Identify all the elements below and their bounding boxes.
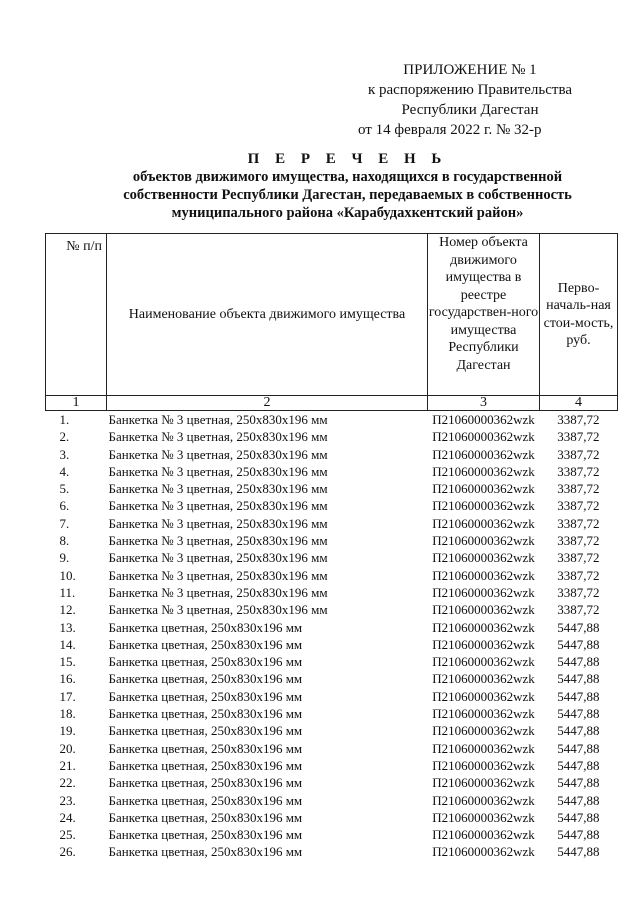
registry-number: П21060000362wzk	[432, 636, 535, 652]
initial-cost: 5447,88	[557, 706, 600, 722]
item-name: Банкетка цветная, 250х830х196 мм	[108, 671, 303, 687]
registry-number: П21060000362wzk	[432, 463, 535, 479]
initial-cost: 3387,72	[557, 533, 600, 549]
column-number: 3	[428, 396, 540, 411]
item-name: Банкетка № 3 цветная, 250х830х196 мм	[108, 567, 328, 583]
row-number: 5.	[59, 481, 70, 497]
initial-cost: 5447,88	[557, 775, 600, 791]
table-row	[46, 515, 618, 532]
registry-number: П21060000362wzk	[432, 792, 535, 808]
registry-number: П21060000362wzk	[432, 412, 535, 427]
row-number: 4.	[59, 463, 70, 479]
header-num: № п/п	[46, 234, 107, 396]
item-name: Банкетка № 3 цветная, 250х830х196 мм	[108, 602, 328, 618]
initial-cost: 3387,72	[557, 584, 600, 600]
initial-cost: 3387,72	[557, 412, 600, 427]
appendix-block	[340, 60, 600, 140]
registry-number: П21060000362wzk	[432, 584, 535, 600]
item-name: Банкетка цветная, 250х830х196 мм	[108, 844, 303, 860]
row-number: 18.	[59, 706, 76, 722]
registry-number: П21060000362wzk	[432, 809, 535, 825]
item-name: Банкетка цветная, 250х830х196 мм	[108, 740, 303, 756]
row-number: 24.	[59, 809, 76, 825]
registry-number: П21060000362wzk	[432, 775, 535, 791]
row-number: 1.	[59, 412, 70, 427]
initial-cost: 5447,88	[557, 809, 600, 825]
row-number: 2.	[59, 429, 70, 445]
table-row	[46, 428, 618, 445]
row-number: 19.	[59, 723, 76, 739]
document-subtitle-line-2: собственности Республики Дагестан, передаваемых в собственность	[123, 187, 572, 203]
table-row	[46, 653, 618, 670]
row-number: 25.	[59, 827, 76, 843]
registry-number: П21060000362wzk	[432, 827, 535, 843]
row-number: 12.	[59, 602, 76, 618]
header-registry: Номер объекта движимого имущества в реестре государствен-ного имущества Республики Дагестан	[428, 234, 540, 396]
initial-cost: 5447,88	[557, 688, 600, 704]
initial-cost: 5447,88	[557, 792, 600, 808]
initial-cost: 3387,72	[557, 498, 600, 514]
registry-number: П21060000362wzk	[432, 671, 535, 687]
initial-cost: 5447,88	[557, 636, 600, 652]
registry-number: П21060000362wzk	[432, 481, 535, 497]
initial-cost: 3387,72	[557, 515, 600, 531]
registry-number: П21060000362wzk	[432, 498, 535, 514]
initial-cost: 5447,88	[557, 757, 600, 773]
item-name: Банкетка цветная, 250х830х196 мм	[108, 619, 303, 635]
registry-number: П21060000362wzk	[432, 723, 535, 739]
registry-number: П21060000362wzk	[432, 619, 535, 635]
item-name: Банкетка № 3 цветная, 250х830х196 мм	[108, 515, 328, 531]
row-number: 20.	[59, 740, 76, 756]
item-name: Банкетка № 3 цветная, 250х830х196 мм	[108, 429, 328, 445]
item-name: Банкетка цветная, 250х830х196 мм	[108, 757, 303, 773]
document-subtitle-line-3: муниципального района «Карабудахкентский район»	[171, 205, 524, 221]
appendix-reference: к распоряжению Правительства	[367, 82, 572, 98]
registry-number: П21060000362wzk	[432, 533, 535, 549]
table-row	[46, 636, 618, 653]
initial-cost: 5447,88	[557, 844, 600, 860]
initial-cost: 5447,88	[557, 723, 600, 739]
appendix-date: от 14 февраля 2022 г. № 32-р	[358, 122, 542, 138]
item-name: Банкетка цветная, 250х830х196 мм	[108, 723, 303, 739]
table-row	[46, 584, 618, 601]
registry-number: П21060000362wzk	[432, 446, 535, 462]
row-number: 21.	[59, 757, 76, 773]
initial-cost: 3387,72	[557, 463, 600, 479]
row-number: 15.	[59, 654, 76, 670]
row-number: 22.	[59, 775, 76, 791]
initial-cost: 3387,72	[557, 567, 600, 583]
table-row	[46, 601, 618, 618]
table-row	[46, 774, 618, 791]
table-row	[46, 446, 618, 463]
registry-number: П21060000362wzk	[432, 688, 535, 704]
row-number: 14.	[59, 636, 76, 652]
registry-number: П21060000362wzk	[432, 654, 535, 670]
row-number: 3.	[59, 446, 70, 462]
table-row	[46, 532, 618, 549]
row-number: 26.	[59, 844, 76, 860]
registry-number: П21060000362wzk	[432, 740, 535, 756]
table-row	[46, 463, 618, 480]
item-name: Банкетка № 3 цветная, 250х830х196 мм	[108, 533, 328, 549]
item-name: Банкетка цветная, 250х830х196 мм	[108, 775, 303, 791]
table-row	[46, 688, 618, 705]
registry-number: П21060000362wzk	[432, 550, 535, 566]
column-number-row	[46, 396, 618, 411]
item-name: Банкетка № 3 цветная, 250х830х196 мм	[108, 463, 328, 479]
header-cost: Перво-началь-ная стои-мость, руб.	[540, 234, 618, 396]
item-name: Банкетка цветная, 250х830х196 мм	[108, 792, 303, 808]
table-row	[46, 705, 618, 722]
item-name: Банкетка № 3 цветная, 250х830х196 мм	[108, 498, 328, 514]
table-header-row	[46, 234, 618, 396]
initial-cost: 5447,88	[557, 654, 600, 670]
table-body	[46, 411, 618, 861]
initial-cost: 5447,88	[557, 740, 600, 756]
row-number: 10.	[59, 567, 76, 583]
registry-number: П21060000362wzk	[432, 515, 535, 531]
registry-number: П21060000362wzk	[432, 757, 535, 773]
item-name: Банкетка цветная, 250х830х196 мм	[108, 636, 303, 652]
item-name: Банкетка цветная, 250х830х196 мм	[108, 688, 303, 704]
item-name: Банкетка цветная, 250х830х196 мм	[108, 706, 303, 722]
table-row	[46, 619, 618, 636]
item-name: Банкетка № 3 цветная, 250х830х196 мм	[108, 446, 328, 462]
table-row	[46, 497, 618, 514]
registry-number: П21060000362wzk	[432, 429, 535, 445]
appendix-title: ПРИЛОЖЕНИЕ № 1	[403, 62, 537, 78]
registry-number: П21060000362wzk	[432, 602, 535, 618]
initial-cost: 3387,72	[557, 446, 600, 462]
item-name: Банкетка цветная, 250х830х196 мм	[108, 809, 303, 825]
table-row	[46, 411, 618, 429]
item-name: Банкетка № 3 цветная, 250х830х196 мм	[108, 550, 328, 566]
table-row	[46, 843, 618, 860]
initial-cost: 5447,88	[557, 671, 600, 687]
header-name: Наименование объекта движимого имущества	[107, 234, 428, 396]
row-number: 23.	[59, 792, 76, 808]
item-name: Банкетка цветная, 250х830х196 мм	[108, 654, 303, 670]
initial-cost: 3387,72	[557, 550, 600, 566]
initial-cost: 3387,72	[557, 429, 600, 445]
item-name: Банкетка цветная, 250х830х196 мм	[108, 827, 303, 843]
table-row	[46, 480, 618, 497]
table-row	[46, 757, 618, 774]
table-row	[46, 792, 618, 809]
initial-cost: 5447,88	[557, 619, 600, 635]
document-title-block	[60, 150, 635, 222]
item-name: Банкетка № 3 цветная, 250х830х196 мм	[108, 584, 328, 600]
column-number: 2	[107, 396, 428, 411]
table-row	[46, 740, 618, 757]
row-number: 16.	[59, 671, 76, 687]
row-number: 11.	[59, 584, 76, 600]
column-number: 4	[540, 396, 618, 411]
document-heading: П Е Р Е Ч Е Н Ь	[247, 151, 448, 167]
column-number: 1	[46, 396, 107, 411]
row-number: 9.	[59, 550, 70, 566]
appendix-authority: Республики Дагестан	[401, 102, 539, 118]
registry-number: П21060000362wzk	[432, 706, 535, 722]
initial-cost: 3387,72	[557, 602, 600, 618]
row-number: 6.	[59, 498, 70, 514]
row-number: 17.	[59, 688, 76, 704]
registry-number: П21060000362wzk	[432, 844, 535, 860]
row-number: 8.	[59, 533, 70, 549]
table-row	[46, 549, 618, 566]
table-row	[46, 567, 618, 584]
table-row	[46, 826, 618, 843]
table-row	[46, 722, 618, 739]
property-table	[45, 233, 618, 861]
registry-number: П21060000362wzk	[432, 567, 535, 583]
table-row	[46, 809, 618, 826]
item-name: Банкетка № 3 цветная, 250х830х196 мм	[108, 481, 328, 497]
initial-cost: 5447,88	[557, 827, 600, 843]
row-number: 7.	[59, 515, 70, 531]
table-row	[46, 670, 618, 687]
initial-cost: 3387,72	[557, 481, 600, 497]
item-name: Банкетка № 3 цветная, 250х830х196 мм	[108, 412, 328, 427]
document-subtitle-line-1: объектов движимого имущества, находящихся в государственной	[132, 169, 563, 185]
row-number: 13.	[59, 619, 76, 635]
